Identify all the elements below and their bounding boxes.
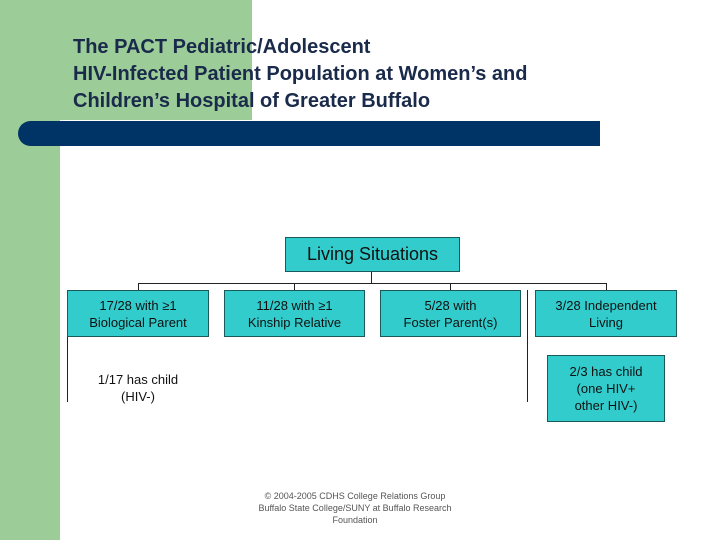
- sub-note-independent: [547, 355, 665, 422]
- sub-note-line1: 2/3 has child: [569, 364, 643, 379]
- footer-line-3: Foundation: [332, 515, 378, 525]
- footer-line-2: Buffalo State College/SUNY at Buffalo Research: [258, 503, 452, 513]
- child-node-kinship-relative: [224, 290, 365, 337]
- sub-note-line1: 1/17 has child: [97, 372, 179, 387]
- title-line-2: HIV-Infected Patient Population at Women’s and: [73, 63, 528, 85]
- sub-note-line2: (HIV-): [121, 389, 155, 404]
- copyright-footer: [240, 490, 470, 526]
- title-line-1: The PACT Pediatric/Adolescent: [73, 36, 371, 58]
- horizontal-connector-line: [138, 283, 606, 284]
- child-node-independent-living: [535, 290, 677, 337]
- root-node-living-situations: [285, 237, 460, 272]
- branch-line-1: [138, 283, 139, 290]
- branch-line-2: [294, 283, 295, 290]
- branch-line-3: [450, 283, 451, 290]
- child-label-line2: Living: [589, 314, 623, 330]
- sub-note-line2: (one HIV+: [576, 381, 636, 396]
- child-label-line2: Kinship Relative: [247, 314, 342, 330]
- child-label-line2: Foster Parent(s): [403, 314, 498, 330]
- child-label-line2: Biological Parent: [89, 314, 187, 330]
- child-label-line1: 11/28 with ≥1: [256, 297, 333, 313]
- branch-line-4: [606, 283, 607, 290]
- sub-note-biological-parent: [67, 371, 209, 405]
- child-label-line1: 5/28 with: [424, 297, 477, 313]
- root-stem-line: [371, 271, 372, 283]
- sub-note-line3: other HIV-): [574, 398, 638, 413]
- footer-line-1: © 2004-2005 CDHS College Relations Group: [264, 491, 446, 501]
- title-underline-bar: [18, 121, 600, 146]
- title-line-3: Children’s Hospital of Greater Buffalo: [73, 90, 431, 112]
- child-node-foster-parent: [380, 290, 521, 337]
- right-sub-line: [527, 290, 528, 402]
- child-label-line1: 17/28 with ≥1: [99, 297, 177, 313]
- slide-title: [73, 34, 693, 115]
- child-node-biological-parent: [67, 290, 209, 337]
- root-label: Living Situations: [306, 244, 439, 264]
- child-label-line1: 3/28 Independent: [555, 297, 657, 313]
